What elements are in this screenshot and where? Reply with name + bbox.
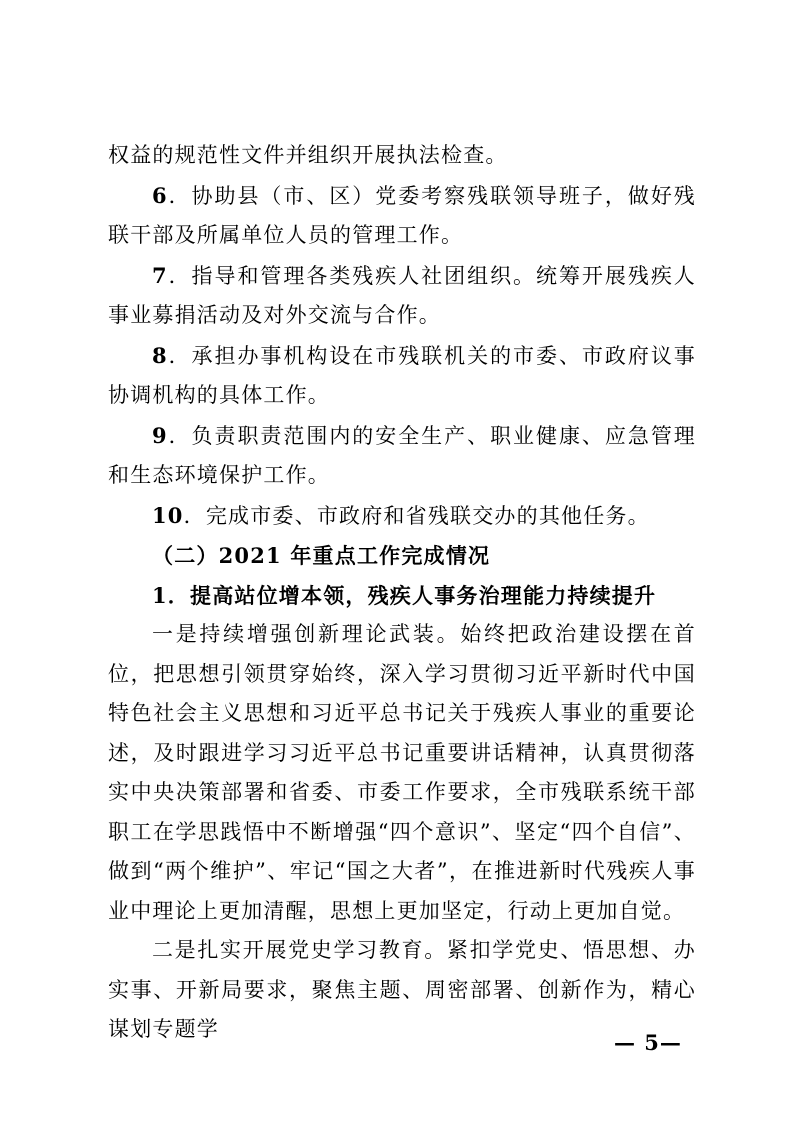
list-number: 8	[152, 342, 168, 368]
list-number: 6	[152, 182, 168, 208]
list-item-10	[108, 496, 696, 537]
list-text: ．指导和管理各类残疾人社团组织。统筹开展残疾人事业募捐活动及对外交流与合作。	[108, 263, 696, 327]
paragraph-continuation: 权益的规范性文件并组织开展执法检查。	[108, 143, 508, 167]
list-item-7	[108, 256, 696, 336]
page-number: — 5—	[614, 1030, 682, 1055]
list-number: 7	[152, 262, 168, 288]
list-item-6	[108, 176, 696, 256]
section-heading: （二）2021 年重点工作完成情况	[152, 543, 491, 568]
list-item-9	[108, 416, 696, 496]
list-text: ．完成市委、市政府和省残联交办的其他任务。	[183, 503, 650, 528]
subsection-heading: 1．提高站位增本领，残疾人事务治理能力持续提升	[152, 582, 657, 608]
list-item-8	[108, 336, 696, 416]
list-text: ．负责职责范围内的安全生产、职业健康、应急管理和生态环境保护工作。	[108, 423, 696, 487]
list-text: ．协助县（市、区）党委考察残联领导班子，做好残联干部及所属单位人员的管理工作。	[108, 183, 696, 247]
list-text: ．承担办事机构设在市残联机关的市委、市政府议事协调机构的具体工作。	[108, 343, 696, 407]
list-number: 9	[152, 422, 168, 448]
document-body	[108, 136, 696, 1050]
body-paragraph: 一是持续增强创新理论武装。始终把政治建设摆在首位，把思想引领贯穿始终，深入学习贯彻习近平新时代中国特色社会主义思想和习近平总书记关于残疾人事业的重要论述，及时跟进学习习近平总书记重要讲话精神，认真贯彻落实中央决策部署和省委、市委工作要求，全市残联系统干部职工在学思践悟中不断增强“四个意识”、坚定“四个自信”、做到“两个维护”、牢记“国之大者”，在推进新时代残疾人事业中理论上更加清醒，思想上更加坚定，行动上更加自觉。	[108, 622, 696, 923]
list-number: 10	[152, 502, 184, 528]
body-paragraph: 二是扎实开展党史学习教育。紧扣学党史、悟思想、办实事、开新局要求，聚焦主题、周密部署、创新作为，精心谋划专题学	[108, 938, 696, 1041]
